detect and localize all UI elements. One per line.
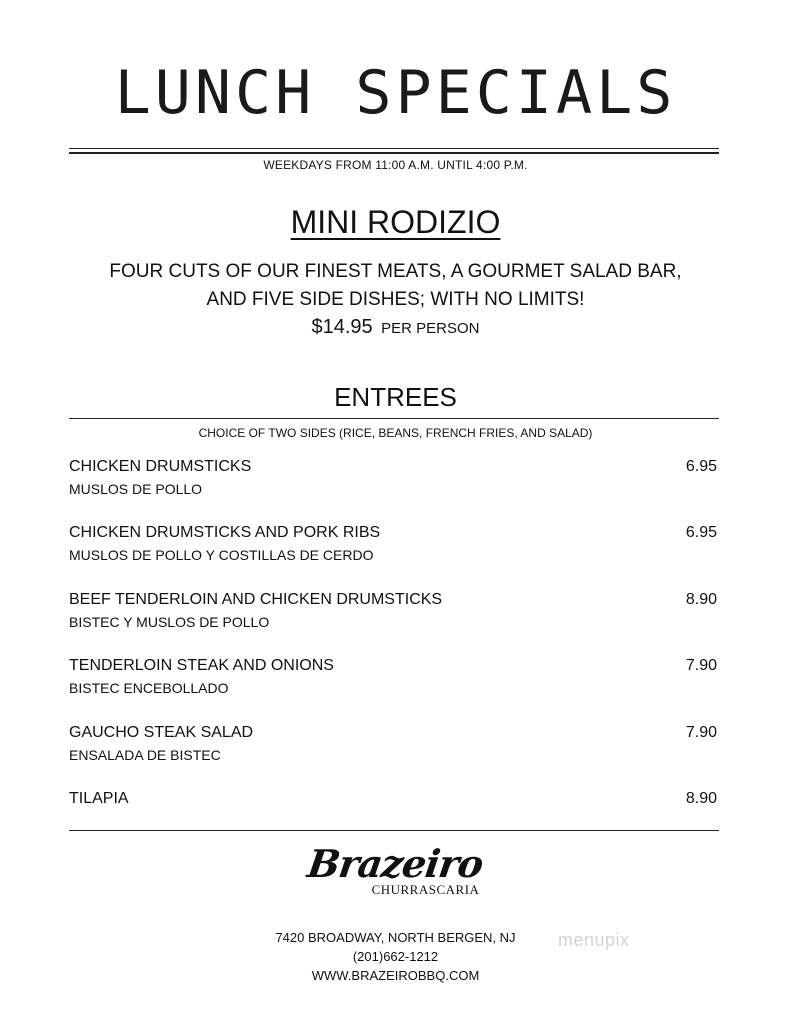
item-price: 6.95 xyxy=(685,524,717,541)
hours-text: WEEKDAYS FROM 11:00 A.M. UNTIL 4:00 P.M. xyxy=(263,158,528,172)
title-divider-top xyxy=(69,148,719,149)
item-translation: BISTEC Y MUSLOS DE POLLO xyxy=(69,614,270,630)
address-phone: (201)662-1212 xyxy=(352,949,439,964)
address-website: WWW.BRAZEIROBBQ.COM xyxy=(311,968,480,983)
item-price: 7.90 xyxy=(685,657,717,674)
promo-price xyxy=(0,314,791,342)
menu-item xyxy=(69,723,719,765)
item-price: 8.90 xyxy=(685,591,717,608)
item-translation: ENSALADA DE BISTEC xyxy=(69,747,221,763)
entrees-divider xyxy=(69,418,719,419)
contact-info xyxy=(0,928,791,985)
menu-item xyxy=(69,656,719,698)
title-divider-bottom xyxy=(69,152,719,154)
promo-title: MINI RODIZIO xyxy=(290,204,501,240)
menu-item xyxy=(69,789,719,809)
entrees-note: CHOICE OF TWO SIDES (RICE, BEANS, FRENCH FRIES, AND SALAD) xyxy=(198,426,593,440)
promo-line-2: AND FIVE SIDE DISHES; WITH NO LIMITS! xyxy=(206,289,585,310)
promo-line-1: FOUR CUTS OF OUR FINEST MEATS, A GOURMET SALAD BAR, xyxy=(109,261,682,282)
item-name: GAUCHO STEAK SALAD xyxy=(69,724,254,741)
menu-item xyxy=(69,590,719,632)
watermark: menupix xyxy=(558,930,630,950)
promo-description xyxy=(0,258,791,314)
item-name: CHICKEN DRUMSTICKS xyxy=(69,458,252,475)
menu-item xyxy=(69,523,719,565)
item-price: 8.90 xyxy=(685,790,717,807)
restaurant-logo xyxy=(0,842,791,898)
menu-item xyxy=(69,457,719,499)
footer-divider xyxy=(69,830,719,831)
item-translation: BISTEC ENCEBOLLADO xyxy=(69,680,229,696)
promo-price-unit: PER PERSON xyxy=(381,320,480,337)
item-price: 6.95 xyxy=(685,458,717,475)
item-price: 7.90 xyxy=(685,724,717,741)
promo-price-amount: $14.95 xyxy=(311,316,373,338)
item-translation: MUSLOS DE POLLO xyxy=(69,481,203,497)
item-name: TILAPIA xyxy=(69,790,129,807)
logo-script: Brazeiro xyxy=(305,841,486,886)
item-name: BEEF TENDERLOIN AND CHICKEN DRUMSTICKS xyxy=(69,591,443,608)
item-name: TENDERLOIN STEAK AND ONIONS xyxy=(69,657,334,674)
item-translation: MUSLOS DE POLLO Y COSTILLAS DE CERDO xyxy=(69,547,374,563)
item-name: CHICKEN DRUMSTICKS AND PORK RIBS xyxy=(69,524,381,541)
page-title: LUNCH SPECIALS xyxy=(114,58,677,128)
entrees-heading: ENTREES xyxy=(334,382,457,412)
address-street: 7420 BROADWAY, NORTH BERGEN, NJ xyxy=(275,930,516,945)
logo-subtitle: CHURRASCARIA xyxy=(371,882,480,897)
